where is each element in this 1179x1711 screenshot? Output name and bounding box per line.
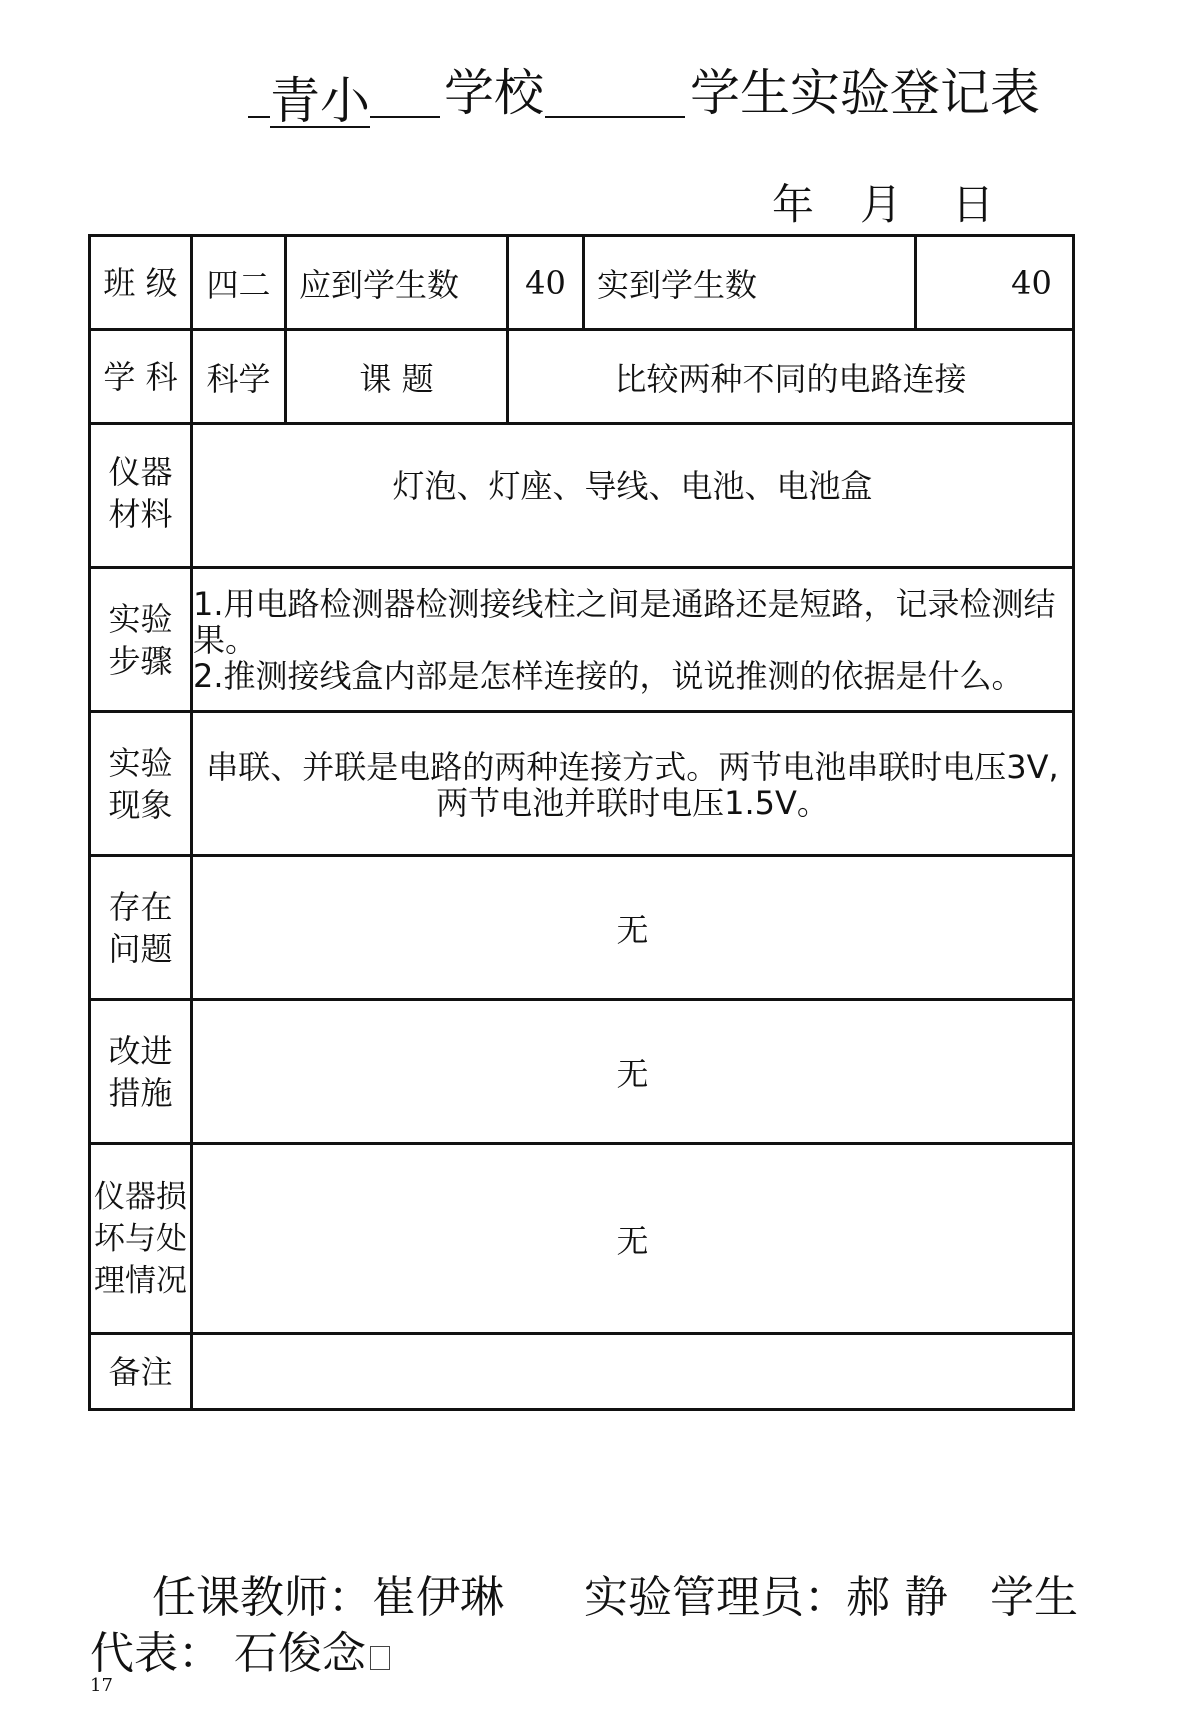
materials-label: 仪器 材料 [90,424,192,568]
table-row [90,1144,1074,1334]
date-day-label: 日 [952,180,995,229]
school-name-field [248,58,440,136]
form-name: 学生实验登记表 [690,64,1040,122]
damage-label: 仪器损 坏与处 理情况 [90,1144,192,1334]
table-row [90,1334,1074,1410]
page-number: 17 [90,1675,113,1696]
table-row [90,712,1074,856]
square-icon [370,1646,390,1670]
teacher-label: 任课教师： [152,1572,372,1623]
table-row [90,424,1074,568]
student-name: 石俊念 [234,1628,366,1679]
table-row [90,330,1074,424]
form-title [0,58,1179,138]
improvement-value: 无 [192,1000,1074,1144]
phenomenon-label: 实验 现象 [90,712,192,856]
materials-value: 灯泡、灯座、导线、电池、电池盒 [192,424,1074,568]
step-line: 2.推测接线盒内部是怎样连接的，说说推测的依据是什么。 [193,656,1024,695]
topic-label: 课 题 [286,330,508,424]
student-label-part2: 代表： [90,1628,222,1679]
table-row [90,236,1074,330]
expected-students-value: 40 [508,236,584,330]
date-month-label: 月 [860,180,903,229]
subject-value: 科学 [192,330,286,424]
student-label-part1: 学生 [990,1572,1078,1623]
table-row [90,568,1074,712]
admin-name: 郝 静 [846,1572,948,1623]
steps-label: 实验 步骤 [90,568,192,712]
actual-students-value: 40 [916,236,1074,330]
problems-value: 无 [192,856,1074,1000]
registration-table [88,234,1075,1411]
damage-value: 无 [192,1144,1074,1334]
topic-value: 比较两种不同的电路连接 [508,330,1074,424]
expected-students-label: 应到学生数 [286,236,508,330]
table-row [90,856,1074,1000]
school-name: 青小 [270,72,370,130]
remarks-label: 备注 [90,1334,192,1410]
school-label: 学校 [444,64,544,122]
date-year-label: 年 [772,180,815,229]
remarks-value [192,1334,1074,1410]
teacher-name: 崔伊琳 [372,1572,504,1623]
actual-students-label: 实到学生数 [584,236,916,330]
step-line: 1.用电路检测器检测接线柱之间是通路还是短路，记录检测结果。 [193,584,1056,659]
class-value: 四二 [192,236,286,330]
improvement-label: 改进 措施 [90,1000,192,1144]
problems-label: 存在 问题 [90,856,192,1000]
signature-line-2 [90,1624,1175,1684]
phenomenon-value: 串联、并联是电路的两种连接方式。两节电池串联时电压3V,两节电池并联时电压1.5V。 [192,712,1074,856]
subject-label: 学 科 [90,330,192,424]
table-row [90,1000,1074,1144]
steps-value [192,568,1074,712]
admin-label: 实验管理员： [584,1572,848,1623]
class-label: 班 级 [90,236,192,330]
